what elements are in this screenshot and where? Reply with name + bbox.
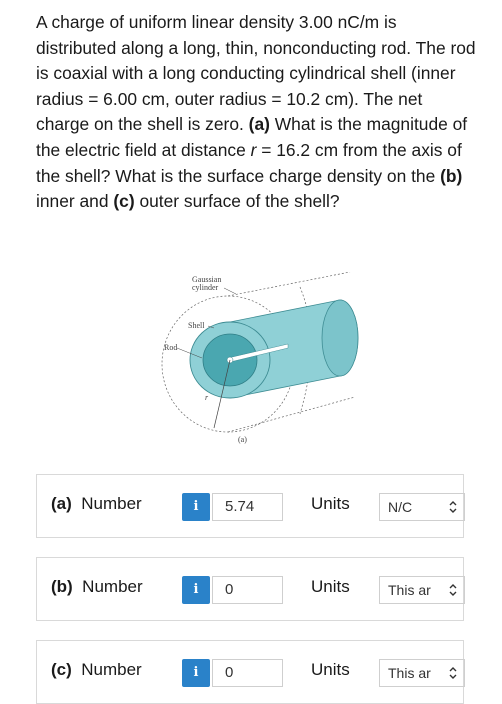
info-button[interactable]: i: [182, 659, 210, 687]
answer-row-b: [36, 557, 464, 621]
gaussian-label-line2: cylinder: [192, 283, 219, 292]
units-select-c[interactable]: [379, 659, 465, 687]
number-label: Number: [82, 577, 143, 596]
answer-label: [51, 660, 142, 680]
question-text: [36, 10, 476, 215]
rod-label: Rod: [164, 343, 178, 352]
shell-far-end: [322, 300, 358, 376]
shell-label: Shell: [188, 321, 205, 330]
info-button[interactable]: i: [182, 576, 210, 604]
chevron-updown-icon: [448, 500, 458, 514]
chevron-updown-icon: [448, 666, 458, 680]
units-select-value: This ar: [388, 665, 431, 681]
question-part-5: outer surface of the shell?: [134, 191, 340, 212]
part-label-b: (b): [51, 577, 73, 596]
units-label: Units: [311, 577, 350, 596]
units-select-value: This ar: [388, 582, 431, 598]
question-label-b: (b): [440, 165, 463, 186]
question-var-r: r: [250, 139, 257, 160]
gaussian-cylinder-bottom-edge: [228, 397, 355, 432]
question-part-2: What is the magnitude of the electric field at distance: [36, 114, 468, 160]
answer-label: [51, 494, 142, 514]
figure-caption: (a): [238, 435, 247, 444]
units-select-a[interactable]: [379, 493, 465, 521]
question-label-a: (a): [248, 114, 270, 135]
gaussian-leader: [224, 288, 236, 294]
units-label: Units: [311, 494, 350, 513]
units-label: Units: [311, 660, 350, 679]
question-part-1: A charge of uniform linear density 3.00 nC/m is distributed along a long, thin, nonconducting rod. The rod is coaxial with a long conducting cylindrical shell (inner radius = 6.00 cm, outer radius = 10.2 cm). The net charge on the shell is zero.: [36, 12, 476, 135]
answer-row-c: [36, 640, 464, 704]
question-part-3: = 16.2 cm from the axis of the shell? What is the surface charge density on the: [36, 139, 462, 186]
gaussian-label-line1: Gaussian: [192, 275, 222, 284]
question-label-c: (c): [113, 191, 135, 212]
part-label-c: (c): [51, 660, 72, 679]
number-input-b[interactable]: 0: [212, 576, 283, 604]
info-button[interactable]: i: [182, 493, 210, 521]
units-select-value: N/C: [388, 499, 413, 515]
radius-label: r: [205, 393, 209, 402]
gaussian-cylinder-top-edge: [228, 272, 350, 296]
chevron-updown-icon: [448, 583, 458, 597]
number-label: Number: [81, 660, 142, 679]
coaxial-cylinder-figure: [150, 272, 370, 447]
answer-label: [51, 577, 143, 597]
part-label-a: (a): [51, 494, 72, 513]
number-input-c[interactable]: 0: [212, 659, 283, 687]
answer-row-a: [36, 474, 464, 538]
units-select-b[interactable]: [379, 576, 465, 604]
number-input-a[interactable]: 5.74: [212, 493, 283, 521]
number-label: Number: [81, 494, 142, 513]
question-part-4: inner and: [36, 191, 114, 212]
